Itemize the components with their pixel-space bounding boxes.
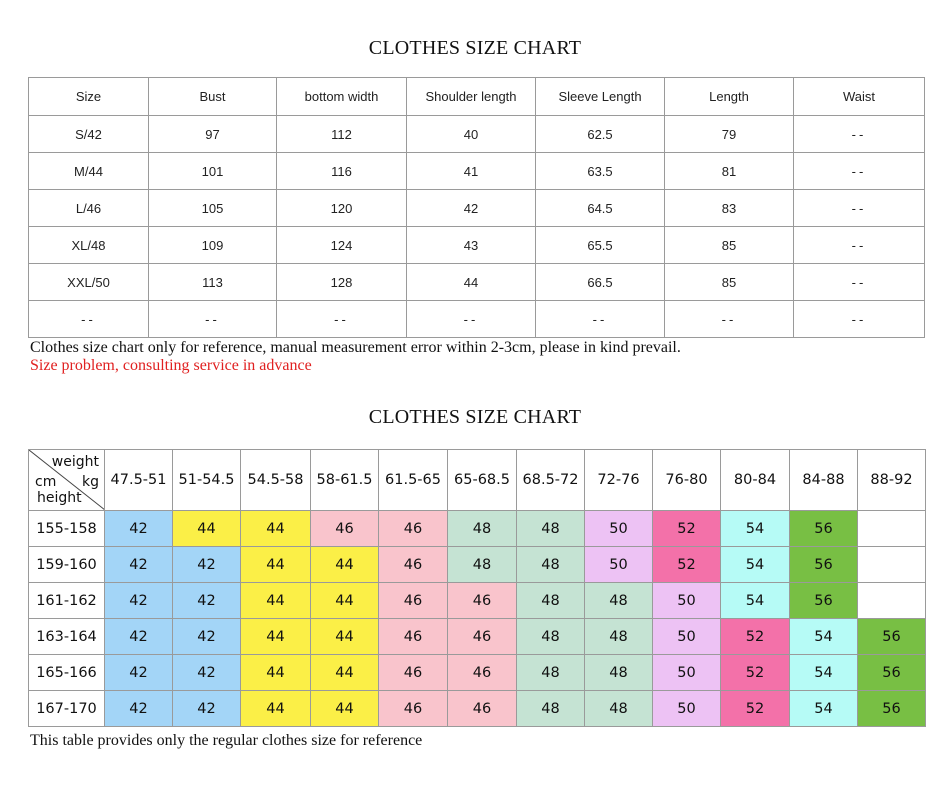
size-cell: 56 [790, 547, 858, 583]
size-cell: 50 [653, 619, 721, 655]
size-cell: 42 [173, 547, 241, 583]
cm-label: cm [35, 474, 57, 490]
measurement-cell: 97 [149, 116, 277, 153]
column-header: bottom width [277, 78, 407, 116]
size-cell: 56 [790, 511, 858, 547]
measurement-cell: 42 [407, 190, 536, 227]
measurement-cell: 116 [277, 153, 407, 190]
size-label: -- [29, 301, 149, 338]
size-cell: 52 [721, 619, 790, 655]
size-cell: 42 [105, 619, 173, 655]
height-range: 163-164 [29, 619, 105, 655]
weight-range: 58-61.5 [311, 450, 379, 511]
size-cell: 54 [790, 691, 858, 727]
measurement-cell: 65.5 [536, 227, 665, 264]
kg-label: kg [82, 474, 99, 490]
measurement-cell: 41 [407, 153, 536, 190]
size-cell: 48 [585, 655, 653, 691]
consult-warning: Size problem, consulting service in advance [30, 357, 312, 374]
size-cell: 42 [105, 583, 173, 619]
column-header: Bust [149, 78, 277, 116]
size-cell: 46 [448, 655, 517, 691]
size-cell: 48 [517, 655, 585, 691]
table-row [29, 116, 925, 153]
measurement-cell: -- [536, 301, 665, 338]
height-range: 167-170 [29, 691, 105, 727]
size-cell: 44 [241, 547, 311, 583]
weight-range: 65-68.5 [448, 450, 517, 511]
size-cell: 44 [311, 655, 379, 691]
measurement-cell: 109 [149, 227, 277, 264]
size-cell: 48 [517, 547, 585, 583]
size-cell: 44 [241, 511, 311, 547]
size-cell: 46 [448, 583, 517, 619]
measurement-cell: -- [794, 116, 925, 153]
height-label: height [37, 490, 82, 506]
size-cell: 56 [858, 655, 926, 691]
measurement-cell: 66.5 [536, 264, 665, 301]
size-cell: 42 [173, 583, 241, 619]
measurement-cell: 101 [149, 153, 277, 190]
measurement-cell: -- [277, 301, 407, 338]
weight-range: 80-84 [721, 450, 790, 511]
size-cell: 44 [311, 547, 379, 583]
measurement-cell: 105 [149, 190, 277, 227]
weight-height-size-table [28, 449, 926, 727]
size-cell: 46 [379, 655, 448, 691]
size-cell: 48 [585, 691, 653, 727]
size-cell: 42 [173, 691, 241, 727]
size-cell [858, 547, 926, 583]
size-chart-title-2: CLOTHES SIZE CHART [368, 406, 582, 428]
measurement-cell: -- [407, 301, 536, 338]
size-cell: 56 [858, 691, 926, 727]
measurement-cell: -- [794, 190, 925, 227]
weight-range: 54.5-58 [241, 450, 311, 511]
size-cell: 56 [858, 619, 926, 655]
measurement-cell: 112 [277, 116, 407, 153]
size-cell: 44 [241, 619, 311, 655]
size-cell: 42 [173, 619, 241, 655]
size-cell: 50 [585, 511, 653, 547]
size-cell: 48 [585, 619, 653, 655]
size-cell: 44 [241, 691, 311, 727]
size-cell: 44 [311, 691, 379, 727]
size-cell: 54 [790, 619, 858, 655]
measurement-cell: -- [794, 264, 925, 301]
measurement-cell: 124 [277, 227, 407, 264]
measurement-cell: 85 [665, 264, 794, 301]
size-cell: 46 [448, 619, 517, 655]
measurement-cell: 43 [407, 227, 536, 264]
table-row [29, 153, 925, 190]
weight-range: 76-80 [653, 450, 721, 511]
table-row [29, 619, 926, 655]
measurement-cell: 120 [277, 190, 407, 227]
measurement-cell: 44 [407, 264, 536, 301]
table-row [29, 227, 925, 264]
measurement-cell: 85 [665, 227, 794, 264]
size-cell: 44 [241, 655, 311, 691]
table-row [29, 655, 926, 691]
size-cell: 42 [105, 511, 173, 547]
size-cell: 42 [173, 655, 241, 691]
size-label: XXL/50 [29, 264, 149, 301]
size-cell: 48 [517, 511, 585, 547]
measurement-cell: 81 [665, 153, 794, 190]
weight-range: 88-92 [858, 450, 926, 511]
size-cell: 54 [721, 583, 790, 619]
size-cell: 54 [721, 547, 790, 583]
size-cell: 48 [585, 583, 653, 619]
size-cell: 50 [653, 655, 721, 691]
size-cell: 46 [379, 511, 448, 547]
size-cell: 46 [311, 511, 379, 547]
size-cell [858, 583, 926, 619]
size-label: M/44 [29, 153, 149, 190]
weight-range: 47.5-51 [105, 450, 173, 511]
size-chart-title: CLOTHES SIZE CHART [368, 37, 582, 59]
column-header: Waist [794, 78, 925, 116]
measurement-cell: 83 [665, 190, 794, 227]
measurement-cell: -- [794, 301, 925, 338]
measurement-cell: 62.5 [536, 116, 665, 153]
height-range: 161-162 [29, 583, 105, 619]
height-range: 155-158 [29, 511, 105, 547]
size-cell: 52 [721, 655, 790, 691]
measurement-cell: -- [794, 227, 925, 264]
table-row [29, 264, 925, 301]
measurement-table [28, 77, 925, 338]
size-cell: 48 [448, 511, 517, 547]
size-cell: 50 [585, 547, 653, 583]
table-row [29, 190, 925, 227]
size-cell: 46 [379, 619, 448, 655]
size-cell: 52 [653, 511, 721, 547]
size-cell: 52 [721, 691, 790, 727]
measurement-cell: 113 [149, 264, 277, 301]
size-label: S/42 [29, 116, 149, 153]
size-label: XL/48 [29, 227, 149, 264]
size-cell [858, 511, 926, 547]
size-cell: 48 [448, 547, 517, 583]
weight-header-row [29, 450, 926, 511]
size-cell: 44 [173, 511, 241, 547]
header-row [29, 78, 925, 116]
column-header: Length [665, 78, 794, 116]
size-cell: 48 [517, 691, 585, 727]
table-row [29, 511, 926, 547]
column-header: Size [29, 78, 149, 116]
reference-note: Clothes size chart only for reference, manual measurement error within 2-3cm, please in kind prevail. [30, 339, 681, 356]
size-cell: 42 [105, 691, 173, 727]
measurement-cell: -- [149, 301, 277, 338]
measurement-cell: 63.5 [536, 153, 665, 190]
size-cell: 44 [311, 619, 379, 655]
size-cell: 44 [311, 583, 379, 619]
measurement-cell: -- [665, 301, 794, 338]
size-cell: 54 [790, 655, 858, 691]
size-cell: 52 [653, 547, 721, 583]
column-header: Sleeve Length [536, 78, 665, 116]
weight-range: 51-54.5 [173, 450, 241, 511]
column-header: Shoulder length [407, 78, 536, 116]
size-cell: 42 [105, 547, 173, 583]
measurement-cell: 128 [277, 264, 407, 301]
size-cell: 48 [517, 583, 585, 619]
size-label: L/46 [29, 190, 149, 227]
table-row [29, 547, 926, 583]
measurement-cell: 79 [665, 116, 794, 153]
measurement-cell: 64.5 [536, 190, 665, 227]
weight-range: 84-88 [790, 450, 858, 511]
weight-range: 61.5-65 [379, 450, 448, 511]
size-cell: 50 [653, 691, 721, 727]
height-range: 165-166 [29, 655, 105, 691]
size-cell: 44 [241, 583, 311, 619]
regular-size-note: This table provides only the regular clothes size for reference [30, 732, 423, 749]
size-cell: 50 [653, 583, 721, 619]
size-cell: 46 [379, 583, 448, 619]
weight-range: 72-76 [585, 450, 653, 511]
size-cell: 46 [448, 691, 517, 727]
size-cell: 56 [790, 583, 858, 619]
measurement-cell: -- [794, 153, 925, 190]
size-cell: 54 [721, 511, 790, 547]
table-row [29, 583, 926, 619]
height-range: 159-160 [29, 547, 105, 583]
table-row [29, 301, 925, 338]
table-row [29, 691, 926, 727]
size-cell: 46 [379, 691, 448, 727]
measurement-cell: 40 [407, 116, 536, 153]
size-cell: 46 [379, 547, 448, 583]
size-cell: 48 [517, 619, 585, 655]
corner-cell [29, 450, 105, 511]
weight-range: 68.5-72 [517, 450, 585, 511]
weight-label: weight [51, 454, 99, 470]
size-cell: 42 [105, 655, 173, 691]
